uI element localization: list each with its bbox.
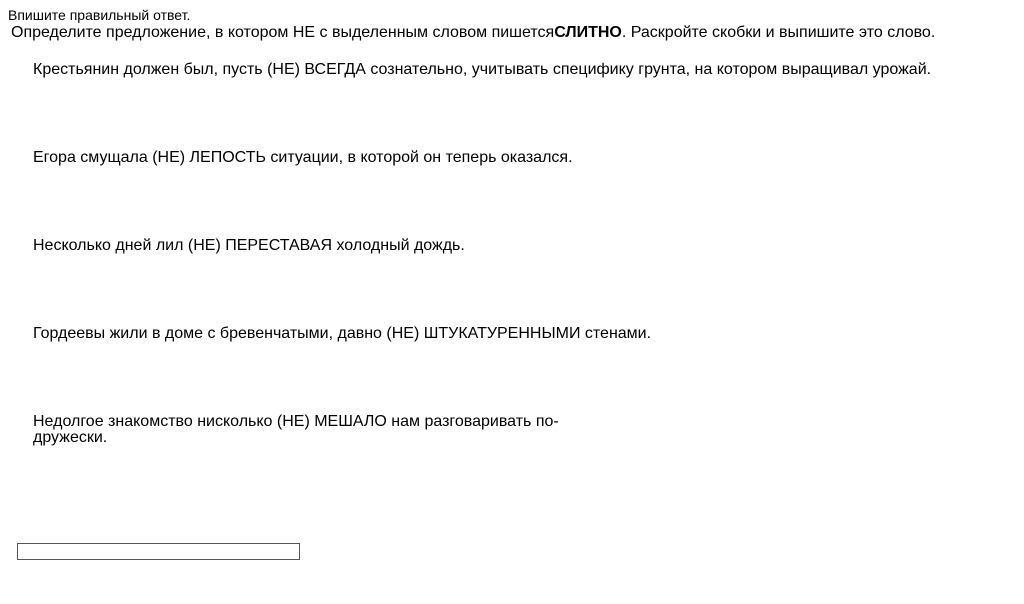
sentence-option-3: Несколько дней лил (НЕ) ПЕРЕСТАВАЯ холодный дождь.	[33, 237, 465, 254]
task-prefix: Определите предложение, в котором НЕ с выделенным словом пишется	[11, 24, 555, 41]
task-text	[11, 24, 935, 42]
task-suffix: . Раскройте скобки и выпишите это слово.	[621, 24, 936, 41]
instruction-text: Впишите правильный ответ.	[8, 7, 191, 23]
task-emphasis: СЛИТНО	[554, 24, 622, 41]
sentence-option-4: Гордеевы жили в доме с бревенчатыми, давно (НЕ) ШТУКАТУРЕННЫМИ стенами.	[33, 325, 652, 342]
sentence-option-1: Крестьянин должен был, пусть (НЕ) ВСЕГДА сознательно, учитывать специфику грунта, на котором выращивал урожай.	[33, 61, 932, 78]
sentence-option-5: Недолгое знакомство нисколько (НЕ) МЕШАЛО нам разговаривать по-дружески.	[33, 413, 559, 446]
sentence-option-2: Егора смущала (НЕ) ЛЕПОСТЬ ситуации, в которой он теперь оказался.	[33, 149, 573, 166]
answer-input[interactable]	[17, 543, 300, 560]
